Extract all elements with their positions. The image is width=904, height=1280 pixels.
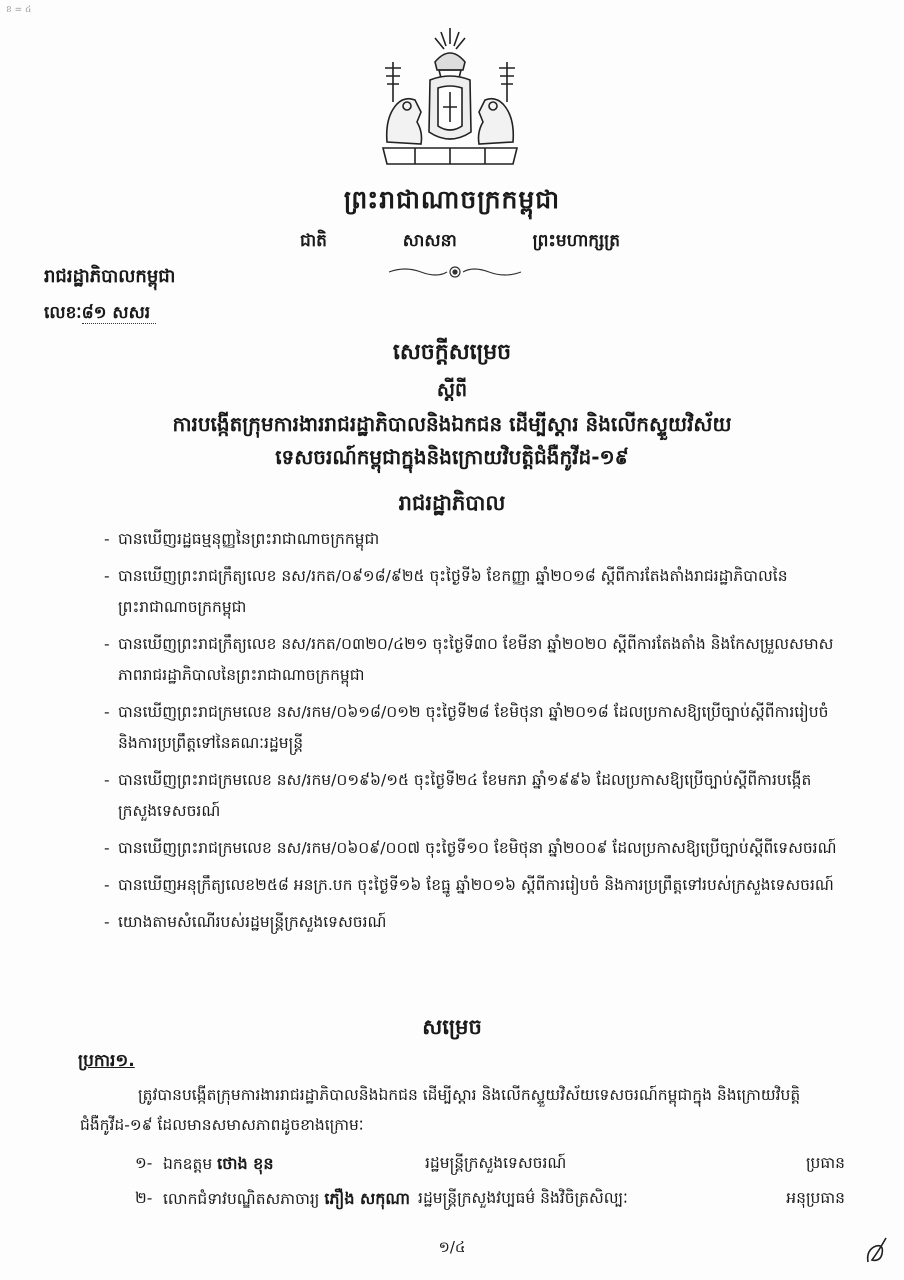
member-role: រដ្ឋមន្ត្រីក្រសួងទេសចរណ៍ [425, 1154, 567, 1172]
member-full-name: ភឿង សកុណា [324, 1189, 411, 1208]
decision-heading: សម្រេច [422, 1015, 482, 1039]
member-role: រដ្ឋមន្ត្រីក្រសួងវប្បធម៌ និងវិចិត្រសិល្បៈ [418, 1189, 628, 1207]
legal-reference-item: - បានឃើញព្រះរាជក្រឹត្យលេខ នស/រកត/០៩១៨/៩២៥ ចុះថ្ងៃទី៦ ខែកញ្ញា ឆ្នាំ២០១៨ ស្ដីពីការតែងតាំងរាជរដ្ឋាភិបាលនៃព្រះរាជាណាចក្រកម្ពុជា [104, 561, 844, 623]
document-type: សេចក្ដីសម្រេច [392, 340, 512, 365]
legal-reference-item: - បានឃើញអនុក្រឹត្យលេខ២៥៨ អនក្រ.បក ចុះថ្ងៃទី១៦ ខែធ្នូ ឆ្នាំ២០១៦ ស្ដីពីការរៀបចំ និងការប្រព្រឹត្តទៅរបស់ក្រសួងទេសចរណ៍ [104, 870, 844, 901]
about-label: ស្ដីពី [436, 379, 468, 401]
article-label: ប្រការ១. [78, 1051, 135, 1071]
member-row [135, 1153, 845, 1177]
member-name [163, 1188, 418, 1212]
legal-reference-item: - បានឃើញព្រះរាជក្រមលេខ នស/រកម/០៦១៨/០១២ ចុះថ្ងៃទី២៨ ខែមិថុនា ឆ្នាំ២០១៨ ដែលប្រកាសឱ្យប្រើច្បាប់ស្ដីពីការរៀបចំ និងការប្រព្រឹត្តទៅនៃគណៈរដ្ឋមន្ត្រី [104, 697, 844, 759]
issuer-heading: រាជរដ្ឋាភិបាល [398, 491, 506, 515]
legal-reference-item: - បានឃើញព្រះរាជក្រឹត្យលេខ នស/រកត/០៣២០/៤២១ ចុះថ្ងៃទី៣០ ខែមីនា ឆ្នាំ២០២០ ស្ដីពីការតែងតាំង និងកែសម្រួលសមាសភាពរាជរដ្ឋាភិបាលនៃព្រះរាជាណាចក្រកម្ពុជា [104, 629, 844, 691]
legal-reference-item: - យោងតាមសំណើរបស់រដ្ឋមន្ត្រីក្រសួងទេសចរណ៍ [104, 907, 844, 938]
reference-number [44, 302, 156, 327]
member-title: លោកជំទាវបណ្ឌិតសភាចារ្យ [163, 1190, 320, 1208]
subject-line-2: ទេសចរណ៍កម្ពុជាក្នុងនិងក្រោយវិបត្តិជំងឺកូវីដ-១៩ [275, 445, 629, 469]
article-1-heading [78, 1050, 135, 1075]
ref-label: លេខៈ [44, 303, 82, 323]
motto-king: ព្រះមហាក្សត្រ [532, 231, 620, 251]
member-row [135, 1188, 845, 1212]
legal-references-list [104, 524, 844, 944]
member-title: ឯកឧត្តម [163, 1155, 213, 1173]
kingdom-heading: ព្រះរាជាណាចក្រកម្ពុជា [343, 185, 561, 214]
member-number: ១- [135, 1154, 153, 1172]
member-number: ២- [135, 1189, 153, 1207]
motto-nation: ជាតិ [300, 231, 327, 251]
legal-reference-item: - បានឃើញរដ្ឋធម្មនុញ្ញនៃព្រះរាជាណាចក្រកម្ពុជា [104, 524, 844, 555]
government-name: រាជរដ្ឋាភិបាលកម្ពុជា [44, 266, 176, 287]
page-number: ១/៤ [438, 1238, 466, 1256]
motto-religion: សាសនា [402, 231, 457, 251]
legal-reference-item: - បានឃើញព្រះរាជក្រមលេខ នស/រកម/០១៩៦/១៥ ចុះថ្ងៃទី២៤ ខែមករា ឆ្នាំ១៩៩៦ ដែលប្រកាសឱ្យប្រើច្បាប់ស្ដីពីការបង្កើតក្រសួងទេសចរណ៍ [104, 765, 844, 827]
subject-line-1: ការបង្កើតក្រុមការងាររាជរដ្ឋាភិបាលនិងឯកជន ដើម្បីស្តារ និងលើកស្ទួយវិស័យ [172, 412, 732, 436]
ornament-divider-icon [385, 262, 525, 282]
article-1-text: ត្រូវបានបង្កើតក្រុមការងាររាជរដ្ឋាភិបាលនិងឯកជន ដើម្បីស្តារ និងលើកស្ទួយវិស័យទេសចរណ៍កម្ពុជាក្នុង និងក្រោយវិបត្តិជំងឺកូវីដ-១៩ ដែលមានសមាសភាពដូចខាងក្រោមៈ [80, 1086, 801, 1134]
member-full-name: ថោង ខុន [217, 1154, 274, 1173]
ref-value: ៨១ សសរ [82, 303, 157, 324]
legal-reference-item: - បានឃើញព្រះរាជក្រមលេខ នស/រកម/០៦០៩/០០៧ ចុះថ្ងៃទី១០ ខែមិថុនា ឆ្នាំ២០០៩ ដែលប្រកាសឱ្យប្រើច្បាប់ស្ដីពីទេសចរណ៍ [104, 833, 844, 864]
member-position: ប្រធាន [805, 1154, 845, 1172]
member-name [163, 1153, 425, 1177]
document-subject [60, 408, 844, 474]
corner-mark: ខ = ៤ [6, 5, 32, 15]
national-motto [300, 230, 620, 255]
handwritten-initial-icon [862, 1232, 890, 1268]
member-position: អនុប្រធាន [786, 1189, 845, 1207]
royal-coat-of-arms-icon [375, 22, 525, 172]
